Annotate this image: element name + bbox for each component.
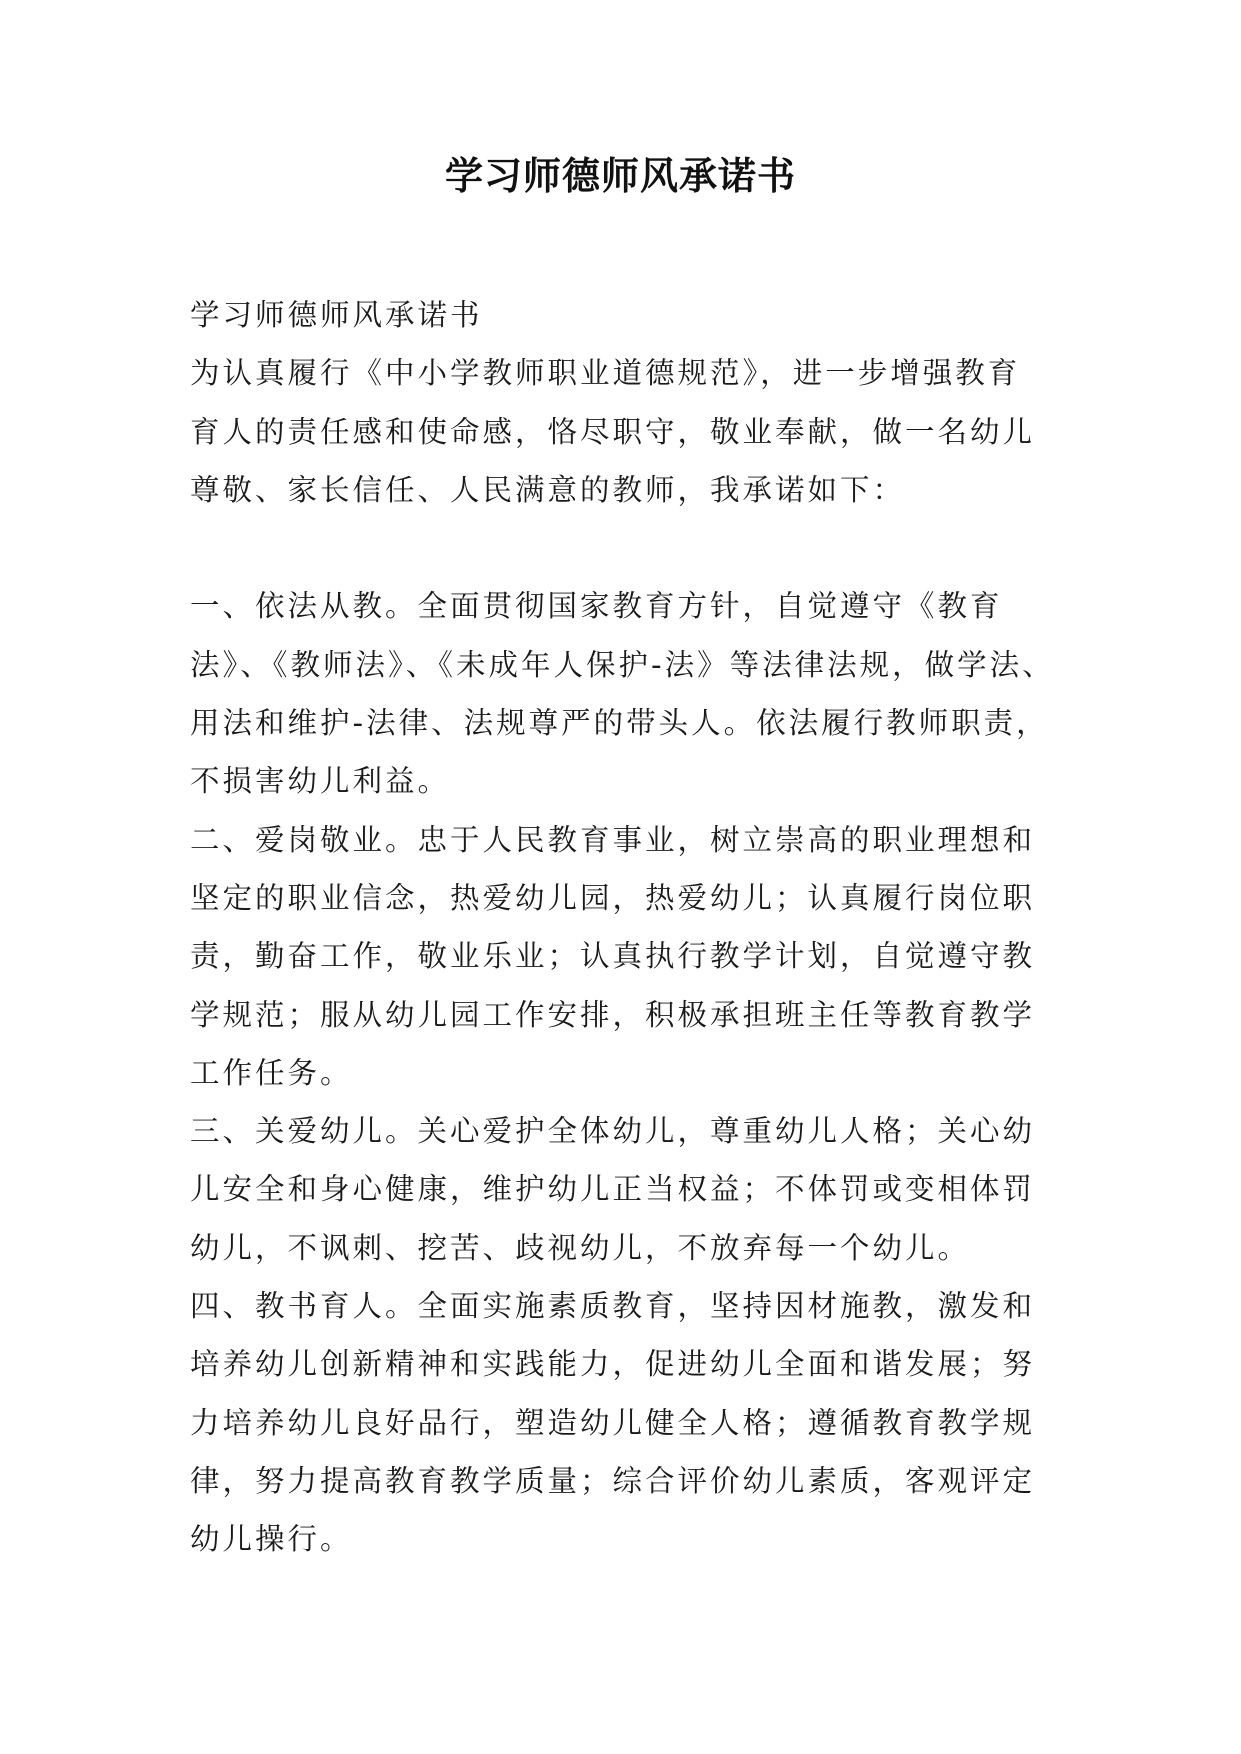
body-line: 律，努力提高教育教学质量；综合评价幼儿素质，客观评定 [190,1463,1036,1498]
body-line: 法》、《教师法》、《未成年人保护-法》等法律法规，做学法、 [190,647,1055,682]
body-line: 二、爱岗敬业。忠于人民教育事业，树立崇高的职业理想和 [190,822,1036,857]
body-line: 学规范；服从幼儿园工作安排，积极承担班主任等教育教学 [190,997,1036,1032]
body-line: 工作任务。 [190,1055,353,1090]
body-line: 儿安全和身心健康，维护幼儿正当权益；不体罚或变相体罚 [190,1172,1036,1207]
document-title: 学习师德师风承诺书 [444,154,796,198]
body-line: 尊敬、家长信任、人民满意的教师，我承诺如下： [190,472,906,507]
blank-line [190,519,1070,577]
body-line: 培养幼儿创新精神和实践能力，促进幼儿全面和谐发展；努 [190,1347,1036,1382]
body-line: 为认真履行《中小学教师职业道德规范》，进一步增强教育 [190,356,1021,391]
body-line: 不损害幼儿利益。 [190,764,451,799]
body-line: 力培养幼儿良好品行，塑造幼儿健全人格；遵循教育教学规 [190,1405,1036,1440]
body-line: 坚定的职业信念，热爱幼儿园，热爱幼儿；认真履行岗位职 [190,880,1036,915]
body-line: 育人的责任感和使命感，恪尽职守，敬业奉献，做一名幼儿 [190,414,1036,449]
body-line: 学习师德师风承诺书 [190,298,483,332]
body-line: 责，勤奋工作，敬业乐业；认真执行教学计划，自觉遵守教 [190,939,1036,974]
body-line: 幼儿操行。 [190,1522,353,1557]
document-body [190,286,1070,1569]
body-line: 一、依法从教。全面贯彻国家教育方针，自觉遵守《教育 [190,589,1003,624]
body-line: 四、教书育人。全面实施素质教育，坚持因材施教，激发和 [190,1289,1036,1324]
body-line: 用法和维护-法律、法规尊严的带头人。依法履行教师职责， [190,706,1049,741]
body-line: 三、关爱幼儿。关心爱护全体幼儿，尊重幼儿人格；关心幼 [190,1114,1036,1149]
body-line: 幼儿，不讽刺、挖苦、歧视幼儿，不放弃每一个幼儿。 [190,1230,971,1265]
